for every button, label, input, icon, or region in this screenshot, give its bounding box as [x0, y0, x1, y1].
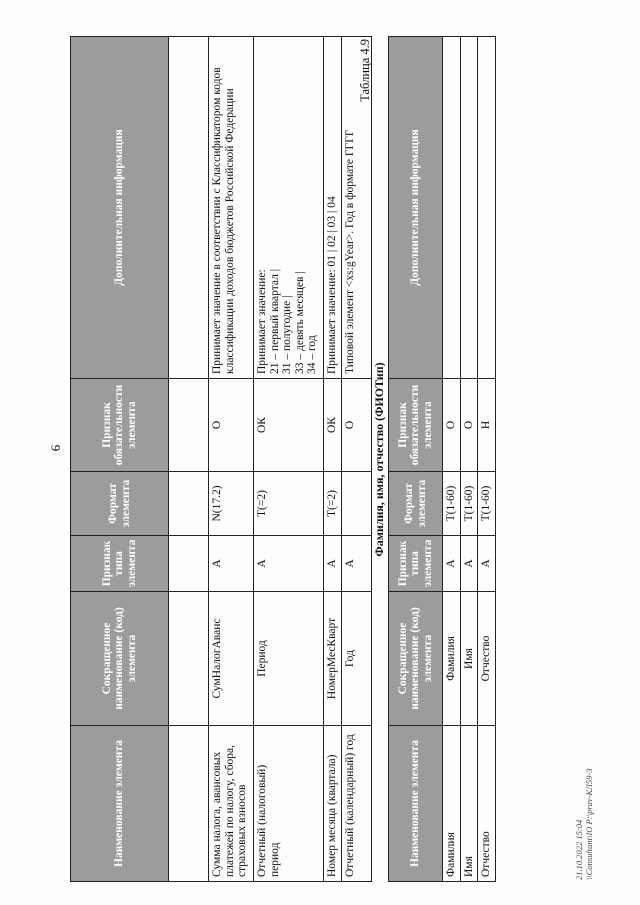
table-cell: Сумма налога, авансовых платежей по налогу, сбора, страховых взносов — [209, 726, 254, 882]
table-cell — [169, 726, 209, 882]
table-1-header-cell: Признак обязательности элемента — [71, 379, 169, 472]
stamp-line-1: 21.10.2022 15:04 — [574, 819, 584, 880]
table-2 — [388, 36, 496, 882]
table-2-header-cell: Признак типа элемента — [389, 536, 443, 592]
table-cell: О — [443, 379, 461, 472]
table-cell: А — [209, 536, 254, 592]
table-cell: О — [460, 379, 478, 472]
table-2-header-row — [389, 37, 443, 882]
table-1-header-cell: Формат элемента — [71, 472, 169, 536]
table-cell — [169, 592, 209, 726]
table-cell: А — [443, 536, 461, 592]
table-cell: А — [460, 536, 478, 592]
table-1 — [70, 36, 372, 882]
table-1-container — [70, 36, 372, 882]
table-cell: Отчество — [478, 592, 496, 726]
table-1-header-cell: Дополнительная информация — [71, 37, 169, 379]
table-cell: Год — [341, 592, 371, 726]
table-cell — [478, 37, 496, 379]
table-cell: Период — [254, 592, 324, 726]
table-cell — [443, 37, 461, 379]
table-cell: Принимает значение в соответствии с Классификатором кодов классификации доходов бюджетов Российской Федерации — [209, 37, 254, 379]
table-cell: А — [254, 536, 324, 592]
table-cell: СумНалогАванс — [209, 592, 254, 726]
table-cell: Н — [478, 379, 496, 472]
table-cell: О — [209, 379, 254, 472]
table-2-caption-container — [352, 37, 392, 882]
table-2-header-cell: Формат элемента — [389, 472, 443, 536]
table-cell: T(1-60) — [443, 472, 461, 536]
table-1-header-row — [71, 37, 169, 882]
table-row — [443, 37, 461, 882]
table-cell: ОК — [254, 379, 324, 472]
stamp-line-2: \\Consultant\IO Р:\prav-КЛ59-3 — [584, 768, 594, 880]
table-cell: Отчетный (налоговый) период — [254, 726, 324, 882]
table-cell: Фамилия — [443, 592, 461, 726]
table-cell: T(=2) — [324, 472, 342, 536]
table-cell: N(17.2) — [209, 472, 254, 536]
table-cell: Отчетный (календарный) год — [341, 726, 371, 882]
table-cell: Имя — [460, 726, 478, 882]
table-cell — [460, 37, 478, 379]
table-2-container — [388, 36, 496, 882]
table-cell — [169, 37, 209, 379]
table-2-header-cell: Признак обязательности элемента — [389, 379, 443, 472]
table-cell: А — [341, 536, 371, 592]
table-1-header-cell: Наименование элемента — [71, 726, 169, 882]
print-stamp — [574, 660, 594, 880]
table-cell: Фамилия — [443, 726, 461, 882]
table-row — [460, 37, 478, 882]
table-cell: Принимает значение: 01 | 02 | 03 | 04 — [324, 37, 342, 379]
table-row — [209, 37, 254, 882]
table-1-header-cell: Сокращенное наименование (код) элемента — [71, 592, 169, 726]
table-cell — [169, 536, 209, 592]
table-cell: Номер месяца (квартала) — [324, 726, 342, 882]
table-cell: А — [324, 536, 342, 592]
table-cell — [169, 472, 209, 536]
table-2-header-cell: Дополнительная информация — [389, 37, 443, 379]
table-number-label: Таблица 4.9 — [358, 39, 372, 102]
table-cell: Принимает значение: 21 – первый квартал | 31 – полугодие | 33 – девять месяцев | 34 – год — [254, 37, 324, 379]
table-2-header-cell: Сокращенное наименование (код) элемента — [389, 592, 443, 726]
table-cell: ОК — [324, 379, 342, 472]
table-row — [169, 37, 209, 882]
table-cell: Имя — [460, 592, 478, 726]
table-cell: Типовой элемент <xs:gYear>. Год в формате ГГГГ — [341, 37, 371, 379]
table-cell — [169, 379, 209, 472]
table-1-header-cell: Признак типа элемента — [71, 536, 169, 592]
table-cell: Отчество — [478, 726, 496, 882]
table-row — [324, 37, 342, 882]
table-cell: А — [478, 536, 496, 592]
table-title: Фамилия, имя, отчество (ФИОТип) — [372, 362, 386, 557]
table-row — [254, 37, 324, 882]
table-cell: T(1-60) — [460, 472, 478, 536]
table-cell: НомерМесКварт — [324, 592, 342, 726]
table-cell: T(=2) — [254, 472, 324, 536]
table-row — [478, 37, 496, 882]
table-cell: T(1-60) — [478, 472, 496, 536]
page-number: 9 — [48, 444, 64, 452]
table-cell: О — [341, 379, 371, 472]
table-2-header-cell: Наименование элемента — [389, 726, 443, 882]
